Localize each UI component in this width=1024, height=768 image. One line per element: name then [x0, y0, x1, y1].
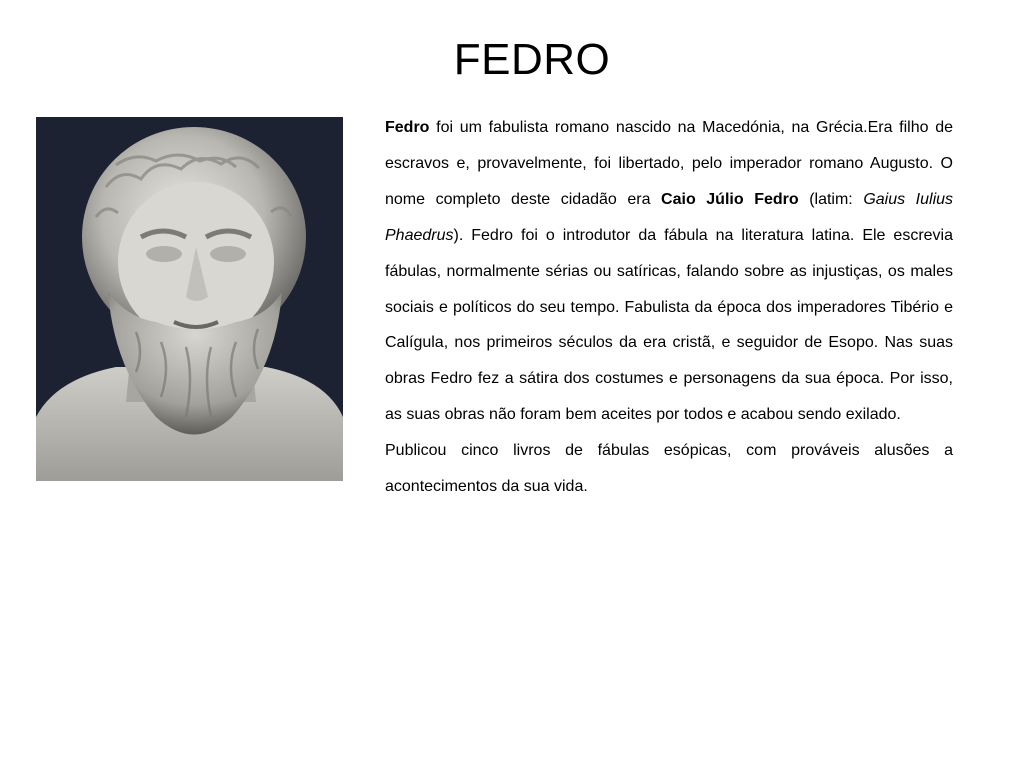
body-text — [385, 110, 953, 505]
name-bold: Fedro — [385, 119, 430, 136]
full-name-bold: Caio Júlio — [661, 190, 744, 208]
bust-icon — [36, 117, 343, 481]
portrait-image — [36, 117, 343, 481]
text-space — [744, 191, 755, 208]
text-segment: foi um fabulista romano nascido na Macedónia, na Grécia.Era filho de escravos e, provavelmente, foi libertado, pelo imperador romano Augusto. O nome completo deste cidadão era — [385, 119, 953, 208]
text-segment: (latim: — [798, 190, 864, 208]
text-segment: ). Fedro foi o introdutor da fábula na literatura latina. Ele escrevia fábulas, normalmente sérias ou satíricas, falando sobre as injustiças, os males sociais e políticos do seu tempo. Fabulista da época dos imperadores Tibério e Calígula, nos primeiros séculos da era cristã, e seguidor de Esopo. Nas suas obras Fedro fez a sátira dos costumes e personagens da sua época. Por isso, as suas obras não foram bem aceites por todos e acabou sendo exilado. — [385, 226, 953, 424]
slide-title: FEDRO — [453, 35, 611, 84]
latin-name: Gaius Iulius Phaedrus — [385, 190, 954, 244]
paragraph-biography — [385, 110, 953, 433]
paragraph-publications: Publicou cinco livros de fábulas esópicas, com prováveis alusões a acontecimentos da sua vida. — [385, 442, 953, 496]
full-name-bold-2: Fedro — [754, 190, 799, 208]
